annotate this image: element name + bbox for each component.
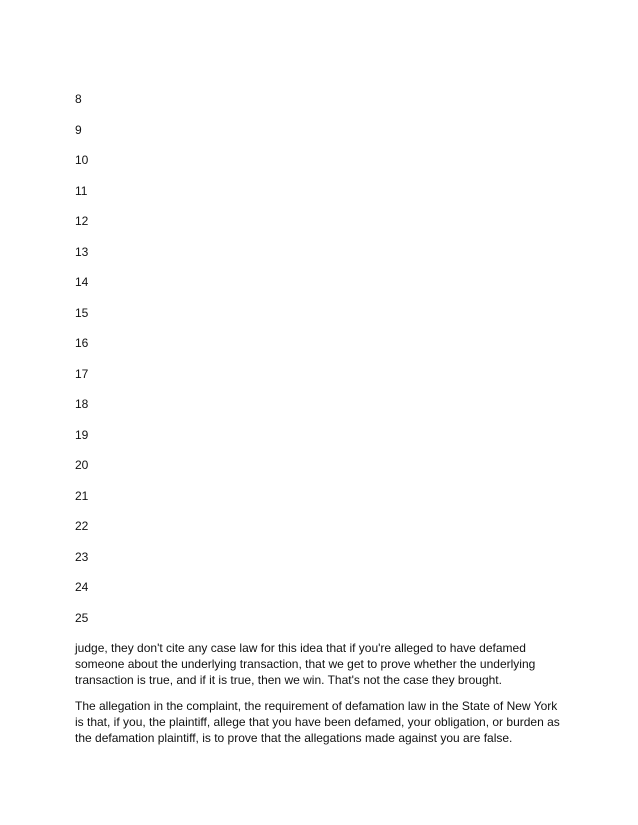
- line-number: 11: [75, 183, 88, 198]
- line-number: 19: [75, 427, 89, 442]
- line-number: 24: [75, 580, 89, 594]
- line-number: 8: [75, 92, 82, 106]
- line-number: 10: [75, 153, 89, 167]
- line-number: 23: [75, 549, 89, 564]
- line-number: 15: [75, 305, 89, 320]
- line-number: 21: [75, 488, 89, 503]
- line-number: 22: [75, 519, 89, 533]
- line-number: 13: [75, 244, 89, 259]
- line-number: 18: [75, 397, 89, 411]
- line-number: 14: [75, 275, 89, 289]
- line-number-column: [75, 90, 115, 639]
- transcript-body: [75, 640, 565, 756]
- line-number: 25: [75, 610, 89, 625]
- line-number: 12: [75, 214, 89, 228]
- line-number: 20: [75, 458, 89, 472]
- line-number: 9: [75, 122, 82, 137]
- line-number: 16: [75, 336, 89, 350]
- transcript-paragraph-2: The allegation in the complaint, the requirement of defamation law in the State of New York is that, if you, the plaintiff, allege that you have been defamed, your obligation, or burden as the defamation plaintiff, is to prove that the allegations made against you are false.: [75, 699, 560, 745]
- transcript-paragraph-1: judge, they don't cite any case law for this idea that if you're alleged to have defamed someone about the underlying transaction, that we get to prove whether the underlying transaction is true, and if it is true, then we win. That's not the case they brought.: [75, 641, 536, 687]
- line-number: 17: [75, 366, 89, 381]
